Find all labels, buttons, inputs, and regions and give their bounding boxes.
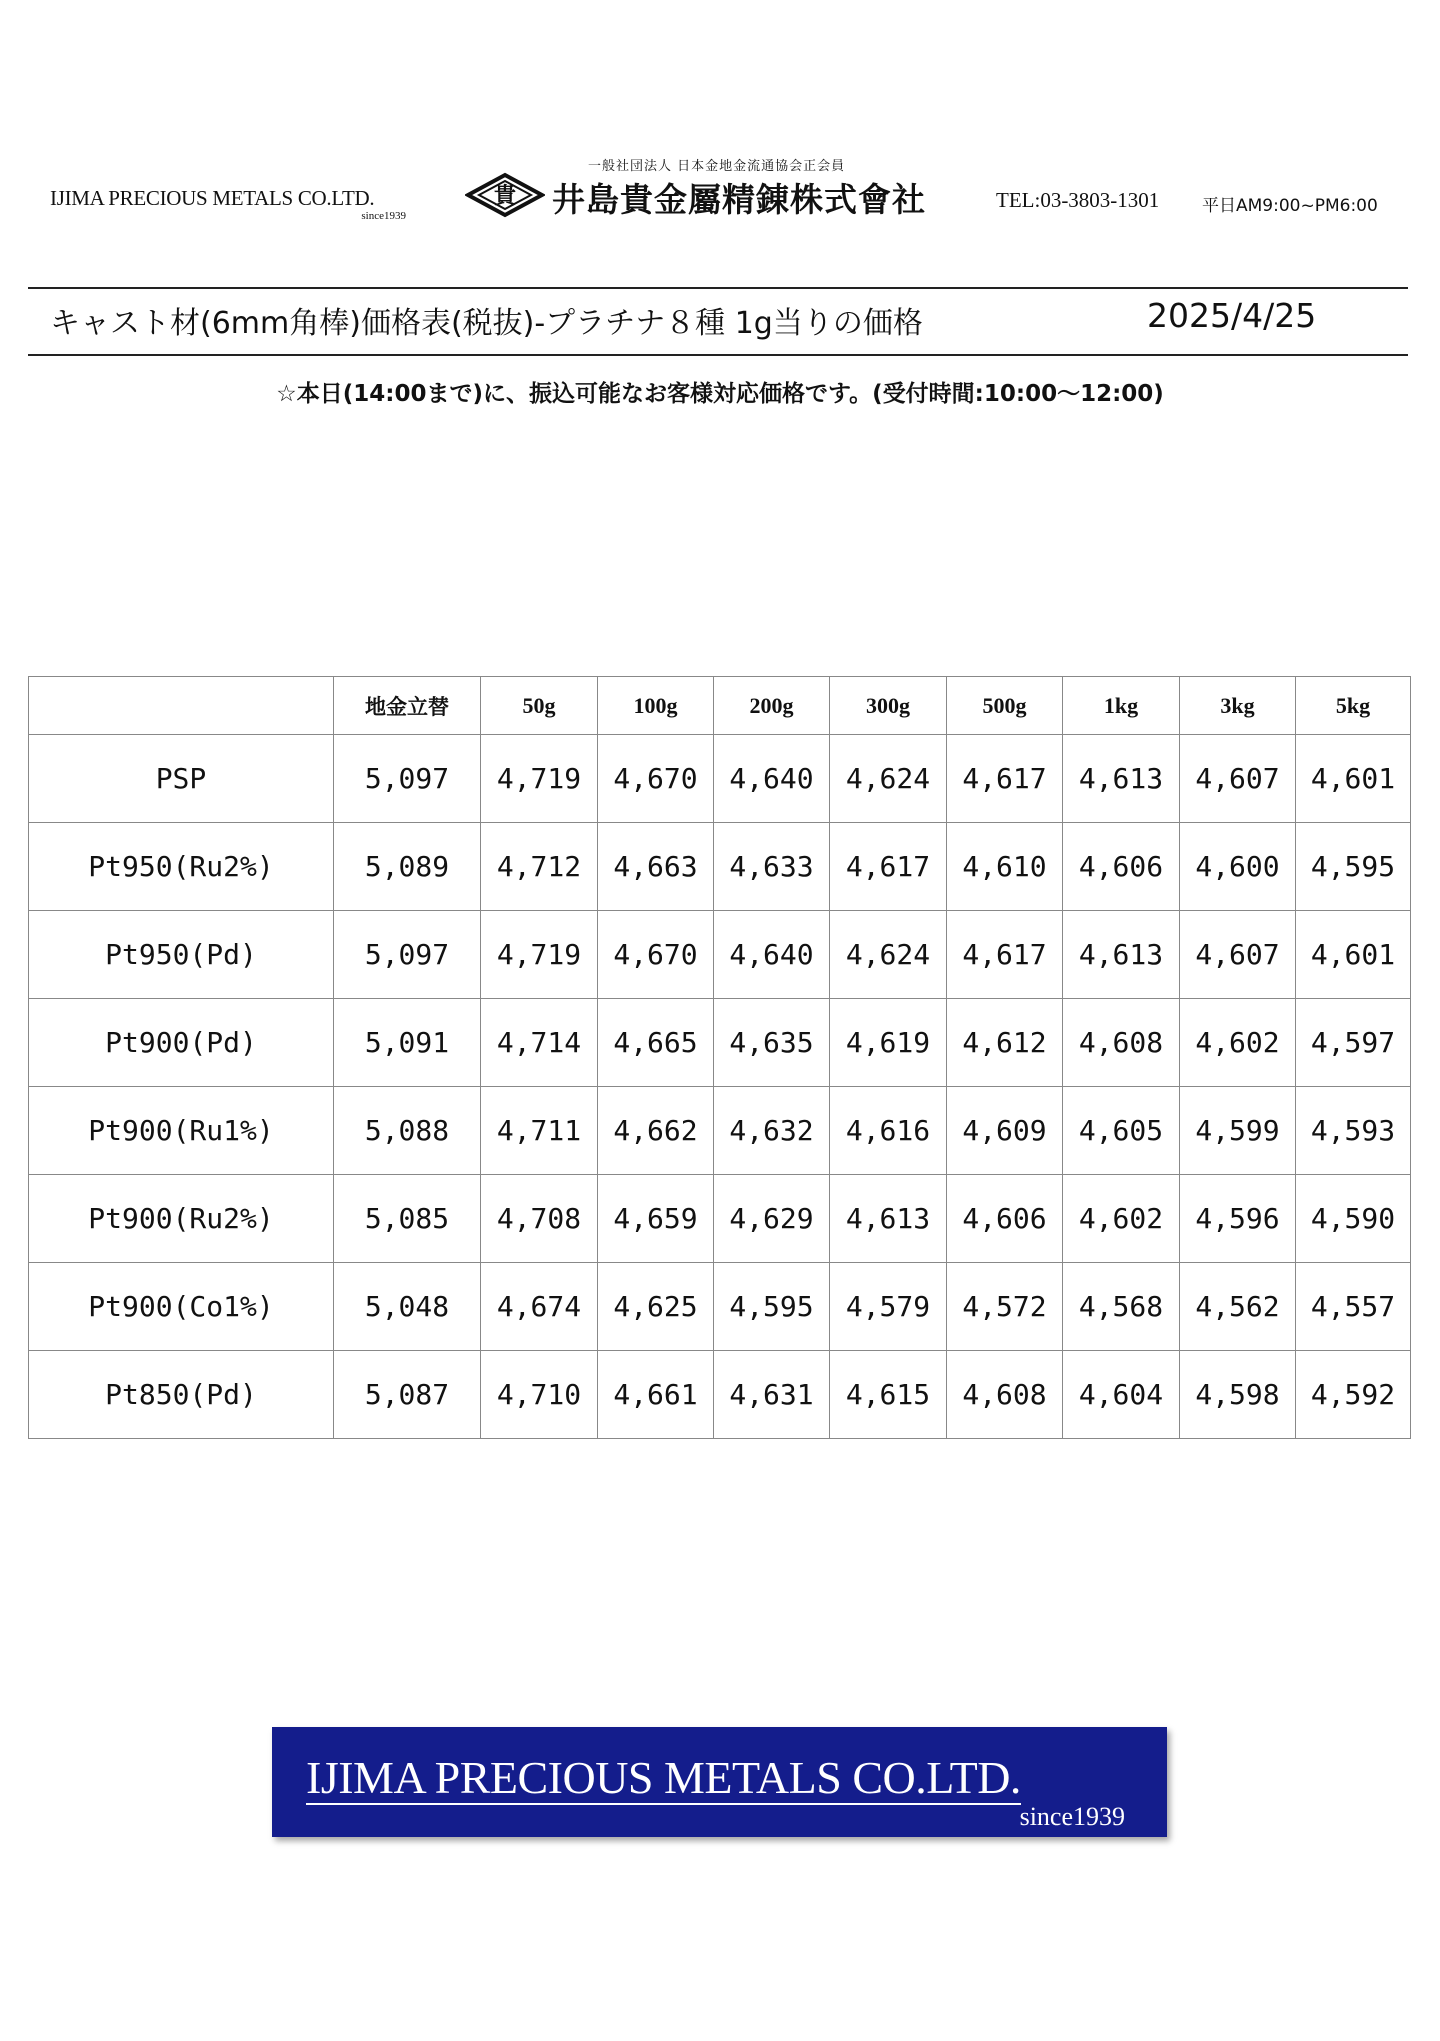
price-cell: 4,579 bbox=[830, 1263, 947, 1351]
header-cell bbox=[29, 677, 334, 735]
alloy-name-cell: Pt950(Ru2%) bbox=[29, 823, 334, 911]
alloy-name-cell: PSP bbox=[29, 735, 334, 823]
price-cell: 4,615 bbox=[830, 1351, 947, 1439]
price-cell: 5,089 bbox=[334, 823, 481, 911]
price-cell: 4,595 bbox=[1296, 823, 1411, 911]
price-cell: 4,604 bbox=[1063, 1351, 1180, 1439]
price-cell: 4,592 bbox=[1296, 1351, 1411, 1439]
price-cell: 4,608 bbox=[947, 1351, 1063, 1439]
price-cell: 4,601 bbox=[1296, 735, 1411, 823]
price-cell: 4,635 bbox=[714, 999, 830, 1087]
price-cell: 4,617 bbox=[830, 823, 947, 911]
footer-banner bbox=[272, 1727, 1167, 1837]
price-cell: 4,619 bbox=[830, 999, 947, 1087]
price-cell: 5,087 bbox=[334, 1351, 481, 1439]
price-cell: 4,624 bbox=[830, 911, 947, 999]
title-bottom-rule bbox=[28, 354, 1408, 356]
price-cell: 4,711 bbox=[481, 1087, 598, 1175]
price-cell: 4,633 bbox=[714, 823, 830, 911]
price-cell: 4,601 bbox=[1296, 911, 1411, 999]
banner-since: since1939 bbox=[1019, 1802, 1125, 1831]
price-cell: 4,562 bbox=[1180, 1263, 1296, 1351]
price-cell: 4,599 bbox=[1180, 1087, 1296, 1175]
price-cell: 5,097 bbox=[334, 735, 481, 823]
header-cell: 地金立替 bbox=[334, 677, 481, 735]
document-date: 2025/4/25 bbox=[1147, 296, 1317, 335]
price-cell: 4,557 bbox=[1296, 1263, 1411, 1351]
header-cell: 300g bbox=[830, 677, 947, 735]
price-cell: 4,605 bbox=[1063, 1087, 1180, 1175]
price-cell: 4,616 bbox=[830, 1087, 947, 1175]
alloy-name-cell: Pt850(Pd) bbox=[29, 1351, 334, 1439]
price-cell: 4,617 bbox=[947, 911, 1063, 999]
price-cell: 4,568 bbox=[1063, 1263, 1180, 1351]
price-cell: 4,608 bbox=[1063, 999, 1180, 1087]
price-cell: 4,625 bbox=[598, 1263, 714, 1351]
price-notice: ☆本日(14:00まで)に、振込可能なお客様対応価格です。(受付時間:10:00～12:00) bbox=[276, 381, 1164, 407]
price-cell: 4,631 bbox=[714, 1351, 830, 1439]
company-name-jp: 井島貴金屬精錬株式會社 bbox=[552, 180, 926, 219]
price-cell: 5,048 bbox=[334, 1263, 481, 1351]
price-cell: 4,617 bbox=[947, 735, 1063, 823]
price-cell: 4,606 bbox=[947, 1175, 1063, 1263]
price-cell: 4,613 bbox=[830, 1175, 947, 1263]
logo-char: 貴 bbox=[493, 184, 517, 209]
header-cell: 500g bbox=[947, 677, 1063, 735]
alloy-name-cell: Pt900(Ru1%) bbox=[29, 1087, 334, 1175]
price-cell: 5,091 bbox=[334, 999, 481, 1087]
header-cell: 50g bbox=[481, 677, 598, 735]
table-row bbox=[29, 911, 1411, 999]
price-cell: 4,612 bbox=[947, 999, 1063, 1087]
price-cell: 4,602 bbox=[1180, 999, 1296, 1087]
price-cell: 4,670 bbox=[598, 735, 714, 823]
price-cell: 4,670 bbox=[598, 911, 714, 999]
company-name-en: IJIMA PRECIOUS METALS CO.LTD. bbox=[50, 186, 375, 210]
price-cell: 4,609 bbox=[947, 1087, 1063, 1175]
price-cell: 4,632 bbox=[714, 1087, 830, 1175]
price-cell: 4,661 bbox=[598, 1351, 714, 1439]
header-company-block bbox=[50, 186, 406, 222]
price-cell: 4,640 bbox=[714, 735, 830, 823]
price-cell: 4,710 bbox=[481, 1351, 598, 1439]
table-row bbox=[29, 1351, 1411, 1439]
header-cell: 1kg bbox=[1063, 677, 1180, 735]
price-cell: 4,663 bbox=[598, 823, 714, 911]
price-cell: 4,659 bbox=[598, 1175, 714, 1263]
alloy-name-cell: Pt950(Pd) bbox=[29, 911, 334, 999]
company-logo-icon bbox=[465, 172, 545, 218]
price-cell: 4,613 bbox=[1063, 735, 1180, 823]
price-table bbox=[28, 676, 1411, 1439]
company-since: since1939 bbox=[361, 210, 406, 222]
alloy-name-cell: Pt900(Pd) bbox=[29, 999, 334, 1087]
price-cell: 4,624 bbox=[830, 735, 947, 823]
header-cell: 200g bbox=[714, 677, 830, 735]
price-cell: 4,606 bbox=[1063, 823, 1180, 911]
price-cell: 4,708 bbox=[481, 1175, 598, 1263]
price-cell: 4,596 bbox=[1180, 1175, 1296, 1263]
price-cell: 4,602 bbox=[1063, 1175, 1180, 1263]
header-cell: 3kg bbox=[1180, 677, 1296, 735]
alloy-name-cell: Pt900(Ru2%) bbox=[29, 1175, 334, 1263]
price-cell: 4,712 bbox=[481, 823, 598, 911]
price-cell: 4,629 bbox=[714, 1175, 830, 1263]
banner-company-name: IJIMA PRECIOUS METALS CO.LTD. bbox=[306, 1752, 1021, 1803]
price-cell: 4,610 bbox=[947, 823, 1063, 911]
table-header-row bbox=[29, 677, 1411, 735]
price-cell: 4,595 bbox=[714, 1263, 830, 1351]
table-row bbox=[29, 1263, 1411, 1351]
table-row bbox=[29, 823, 1411, 911]
price-cell: 4,598 bbox=[1180, 1351, 1296, 1439]
price-cell: 4,714 bbox=[481, 999, 598, 1087]
price-cell: 4,600 bbox=[1180, 823, 1296, 911]
price-cell: 5,088 bbox=[334, 1087, 481, 1175]
price-cell: 5,085 bbox=[334, 1175, 481, 1263]
price-cell: 4,674 bbox=[481, 1263, 598, 1351]
price-cell: 4,572 bbox=[947, 1263, 1063, 1351]
price-cell: 4,607 bbox=[1180, 735, 1296, 823]
header-cell: 5kg bbox=[1296, 677, 1411, 735]
phone-number: TEL:03-3803-1301 bbox=[996, 188, 1160, 212]
header-cell: 100g bbox=[598, 677, 714, 735]
price-cell: 4,719 bbox=[481, 911, 598, 999]
price-cell: 5,097 bbox=[334, 911, 481, 999]
price-cell: 4,597 bbox=[1296, 999, 1411, 1087]
association-membership: 一般社団法人 日本金地金流通協会正会員 bbox=[588, 159, 846, 174]
price-cell: 4,613 bbox=[1063, 911, 1180, 999]
price-cell: 4,593 bbox=[1296, 1087, 1411, 1175]
table-row bbox=[29, 999, 1411, 1087]
price-cell: 4,665 bbox=[598, 999, 714, 1087]
price-cell: 4,640 bbox=[714, 911, 830, 999]
title-top-rule bbox=[28, 287, 1408, 289]
business-hours: 平日AM9:00~PM6:00 bbox=[1202, 196, 1378, 216]
table-row bbox=[29, 1087, 1411, 1175]
price-cell: 4,662 bbox=[598, 1087, 714, 1175]
price-cell: 4,719 bbox=[481, 735, 598, 823]
alloy-name-cell: Pt900(Co1%) bbox=[29, 1263, 334, 1351]
price-cell: 4,607 bbox=[1180, 911, 1296, 999]
table-row bbox=[29, 735, 1411, 823]
price-cell: 4,590 bbox=[1296, 1175, 1411, 1263]
table-row bbox=[29, 1175, 1411, 1263]
document-title: キャスト材(6mm角棒)価格表(税抜)-プラチナ８種 1g当りの価格 bbox=[50, 306, 923, 341]
